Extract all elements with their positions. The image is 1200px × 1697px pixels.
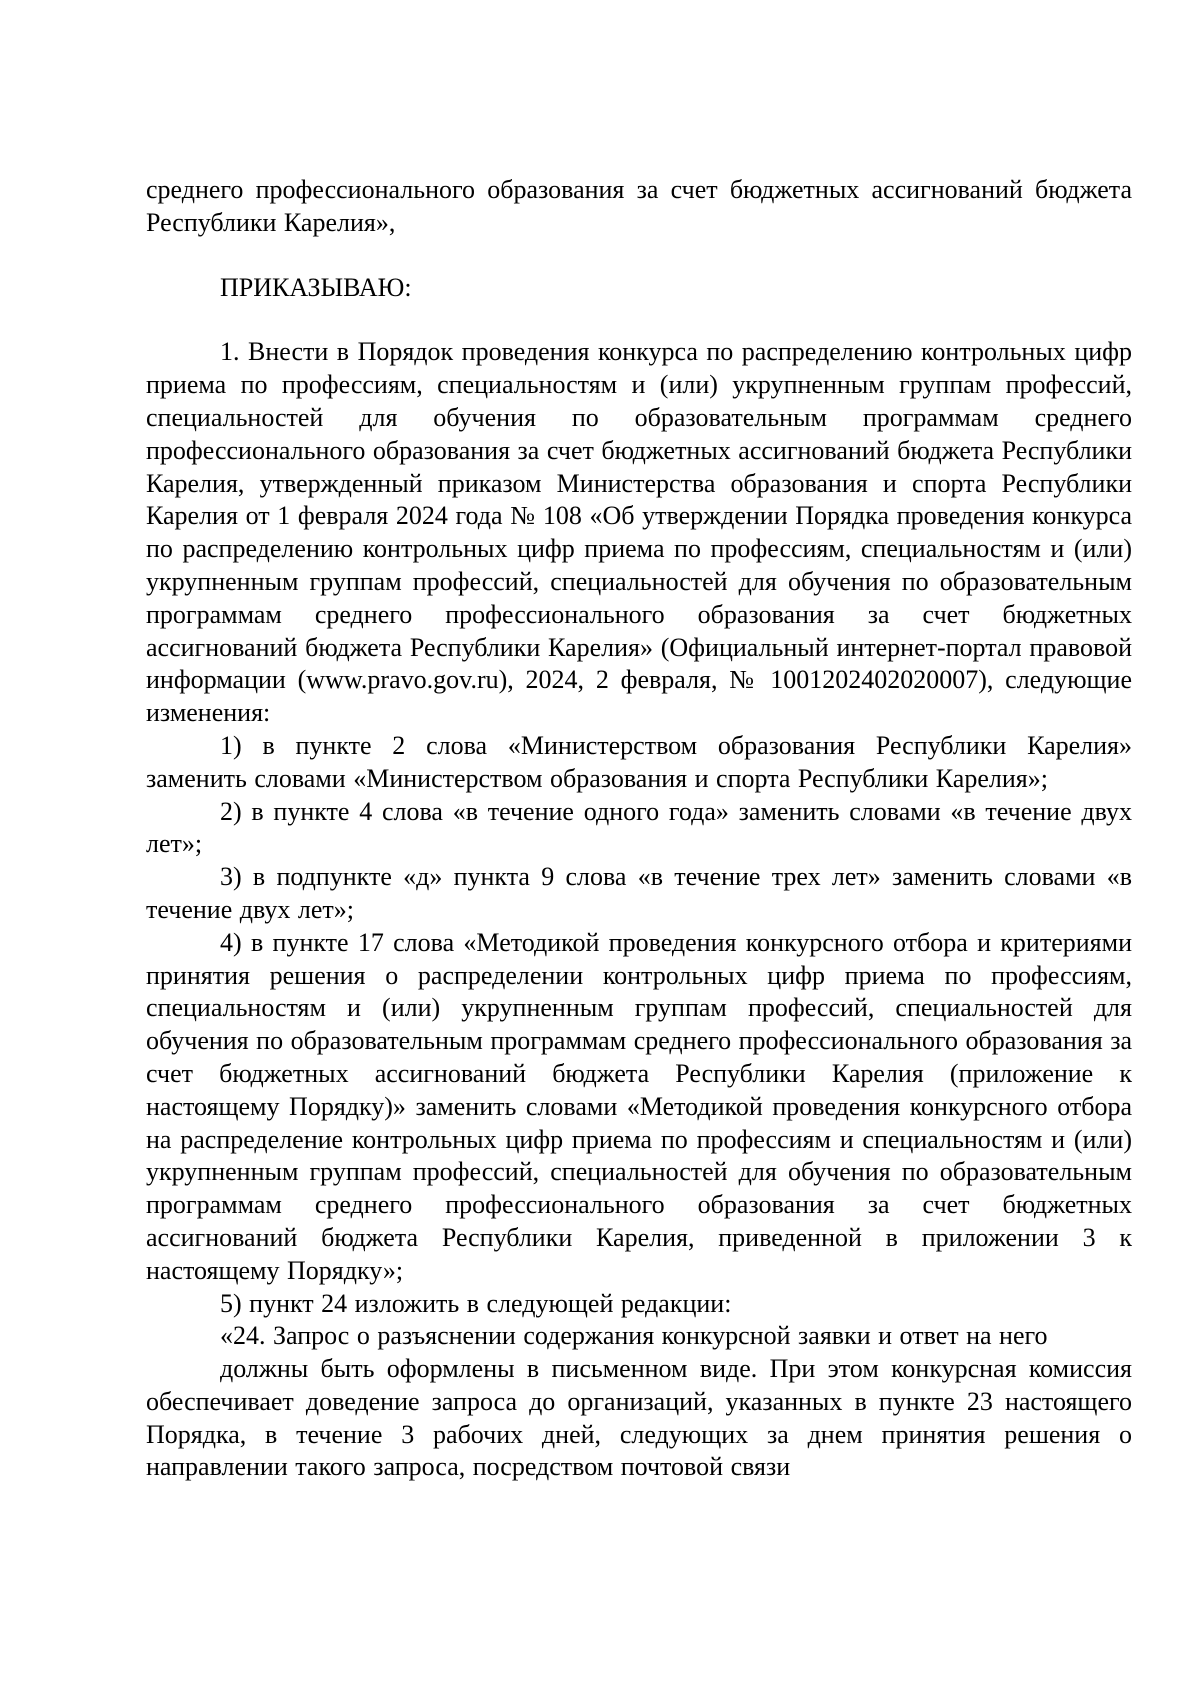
paragraph-subclause-5: 5) пункт 24 изложить в следующей редакции: bbox=[220, 1288, 732, 1318]
paragraph-clause-1: 1. Внести в Порядок проведения конкурса по распределению контрольных цифр приема по профессиям, специальностям и (или) укрупненным группам профессий, специальностей для обучения по образовательным программам среднего профессионального образования за счет бюджетных ассигнований бюджета Республики Карелия, утвержденный приказом Министерства образования и спорта Республики Карелия от 1 февраля 2024 года № 108 «Об утверждении Порядка проведения конкурса по распределению контрольных цифр приема по профессиям, специальностям и (или) укрупненным группам профессий, специальностей для обучения по образовательным программам среднего профессионального образования за счет бюджетных ассигнований бюджета Республики Карелия» (Официальный интернет-портал правовой информации (www.pravo.gov.ru), 2024, 2 февраля, № 1001202402020007), следующие изменения: bbox=[146, 337, 1133, 728]
document-body bbox=[146, 174, 1132, 1484]
order-heading: ПРИКАЗЫВАЮ: bbox=[220, 272, 412, 302]
paragraph-quote-24-continued: должны быть оформлены в письменном виде. При этом конкурсная комиссия обеспечивает доведение запроса до организаций, указанных в пункте 23 настоящего Порядка, в течение 3 рабочих дней, следующих за днем принятия решения о направлении такого запроса, посредством почтовой связи bbox=[146, 1354, 1132, 1482]
paragraph-subclause-2: 2) в пункте 4 слова «в течение одного года» заменить словами «в течение двух лет»; bbox=[146, 796, 1132, 859]
paragraph-subclause-4: 4) в пункте 17 слова «Методикой проведения конкурсного отбора и критериями принятия решения о распределении контрольных цифр приема по профессиям, специальностям и (или) укрупненным группам профессий, специальностей для обучения по образовательным программам среднего профессионального образования за счет бюджетных ассигнований бюджета Республики Карелия (приложение к настоящему Порядку)» заменить словами «Методикой проведения конкурсного отбора на распределение контрольных цифр приема по профессиям и специальностям и (или) укрупненным группам профессий, специальностей для обучения по образовательным программам среднего профессионального образования за счет бюджетных ассигнований бюджета Республики Карелия, приведенной в приложении 3 к настоящему Порядку»; bbox=[146, 927, 1132, 1285]
paragraph-quote-24-start: «24. Запрос о разъяснении содержания конкурсной заявки и ответ на него bbox=[220, 1321, 1048, 1351]
paragraph-intro-tail: среднего профессионального образования за счет бюджетных ассигнований бюджета Республики Карелия», bbox=[146, 175, 1132, 237]
paragraph-subclause-1: 1) в пункте 2 слова «Министерством образования Республики Карелия» заменить словами «Министерством образования и спорта Республики Карелия»; bbox=[146, 730, 1132, 793]
paragraph-subclause-3: 3) в подпункте «д» пункта 9 слова «в течение трех лет» заменить словами «в течение двух лет»; bbox=[146, 862, 1132, 924]
